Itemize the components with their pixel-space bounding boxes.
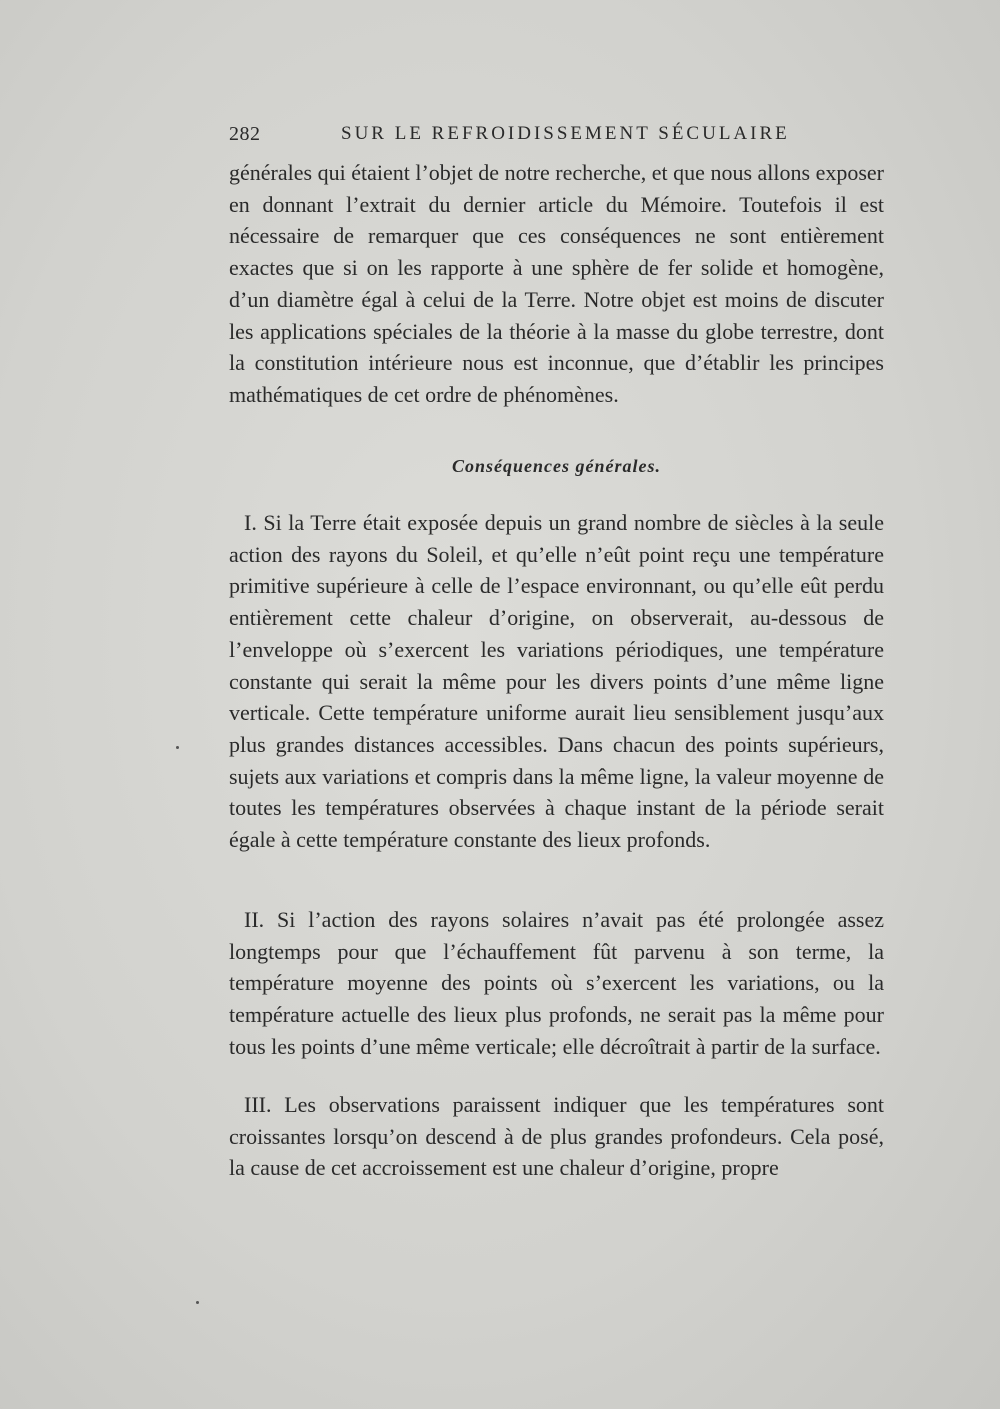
page-number: 282 bbox=[229, 123, 261, 145]
page-header bbox=[229, 123, 883, 153]
section-heading: Conséquences générales. bbox=[452, 456, 661, 476]
paragraph-iii: III. Les observations paraissent indiquer que les températures sont croissantes lorsqu’on descend à de plus grandes profondeurs. Cela posé, la cause de cet accroissement est une chaleur d’origine, propre bbox=[229, 1092, 884, 1181]
paper-speck bbox=[196, 1301, 199, 1304]
running-title: SUR LE REFROIDISSEMENT SÉCULAIRE bbox=[341, 123, 790, 144]
paragraph-i: I. Si la Terre était exposée depuis un grand nombre de siècles à la seule action des rayons du Soleil, et qu’elle n’eût point reçu une température primitive supérieure à celle de l’espace environnant, ou qu’elle eût perdu entièrement cette chaleur d’origine, on observerait, au-dessous de l’enveloppe où s’exercent les variations périodiques, une température constante qui serait la même pour les divers points d’une même ligne verticale. Cette température uniforme aurait lieu sensiblement jusqu’aux plus grandes distances accessibles. Dans chacun des points supérieurs, sujets aux variations et compris dans la même ligne, la valeur moyenne de toutes les températures observées à chaque instant de la période serait égale à cette température constante des lieux profonds. bbox=[229, 510, 884, 853]
paragraph-continuation: générales qui étaient l’objet de notre recherche, et que nous allons exposer en donnant l’extrait du dernier article du Mémoire. Toutefois il est nécessaire de remarquer que ces conséquences ne sont entièrement exactes que si on les rapporte à une sphère de fer solide et homogène, d’un diamètre égal à celui de la Terre. Notre objet est moins de discuter les applications spéciales de la théorie à la masse du globe terrestre, dont la constitution intérieure nous est inconnue, que d’établir les principes mathématiques de cet ordre de phénomènes. bbox=[229, 160, 884, 407]
paragraph-ii: II. Si l’action des rayons solaires n’avait pas été prolongée assez longtemps pour que l’échauffement fût parvenu à son terme, la température moyenne des points où s’exercent les variations, ou la température actuelle des lieux plus profonds, ne serait pas la même pour tous les points d’une même verticale; elle décroîtrait à partir de la surface. bbox=[229, 907, 884, 1059]
paper-speck bbox=[176, 746, 179, 749]
